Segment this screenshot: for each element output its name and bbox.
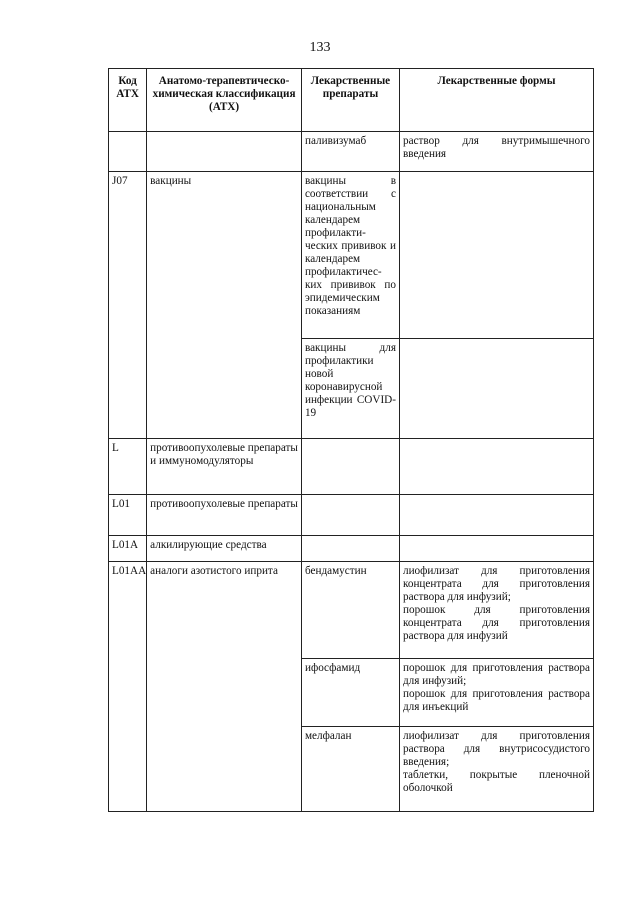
form-cell (399, 339, 593, 439)
class-cell: противоопухолевые препараты (147, 495, 302, 536)
header-drugs: Лекарственные препараты (301, 69, 399, 132)
table-row (109, 536, 594, 562)
code-cell: L01 (109, 495, 147, 536)
code-cell: L01AA (109, 562, 147, 812)
table-row (109, 172, 594, 339)
header-forms: Лекарственные формы (399, 69, 593, 132)
code-cell: L01A (109, 536, 147, 562)
drug-cell (301, 439, 399, 495)
form-cell: лиофилизат для приготовления раствора для внутрисосудистого введения; таблетки, покрытые пленочной оболочкой (399, 727, 593, 812)
table-row (109, 439, 594, 495)
code-cell: L (109, 439, 147, 495)
class-cell (147, 132, 302, 172)
form-cell (399, 536, 593, 562)
class-cell: аналоги азотистого иприта (147, 562, 302, 812)
code-cell (109, 132, 147, 172)
drug-cell: бендамустин (301, 562, 399, 659)
drug-cell: вакцины в соответствии с национальным календарем профилакти- ческих прививок и календарем профилактичес- ких прививок по эпидемическим показаниям (301, 172, 399, 339)
drug-cell: паливизумаб (301, 132, 399, 172)
class-cell: противоопухолевые препараты и иммуномодуляторы (147, 439, 302, 495)
drug-cell: мелфалан (301, 727, 399, 812)
table-row (109, 562, 594, 659)
header-classification: Анатомо-терапевтическо-химическая классификация (АТХ) (147, 69, 302, 132)
page-number: 133 (309, 40, 331, 55)
form-cell: порошок для приготовления раствора для инфузий; порошок для приготовления раствора для инъекций (399, 659, 593, 727)
header-code: Код АТХ (109, 69, 147, 132)
class-cell: алкилирующие средства (147, 536, 302, 562)
code-cell: J07 (109, 172, 147, 439)
form-cell (399, 495, 593, 536)
drug-cell: вакцины для профилактики новой коронавирусной инфекции COVID-19 (301, 339, 399, 439)
table-row (109, 132, 594, 172)
drug-cell (301, 495, 399, 536)
class-cell: вакцины (147, 172, 302, 439)
form-cell (399, 172, 593, 339)
drug-cell (301, 536, 399, 562)
atx-drug-table (108, 68, 594, 812)
form-cell (399, 439, 593, 495)
form-cell: раствор для внутримышечного введения (399, 132, 593, 172)
table-row (109, 495, 594, 536)
table-header-row (109, 69, 594, 132)
drug-cell: ифосфамид (301, 659, 399, 727)
form-cell: лиофилизат для приготовления концентрата для приготовления раствора для инфузий; порошок для приготовления концентрата для приготовления раствора для инфузий (399, 562, 593, 659)
